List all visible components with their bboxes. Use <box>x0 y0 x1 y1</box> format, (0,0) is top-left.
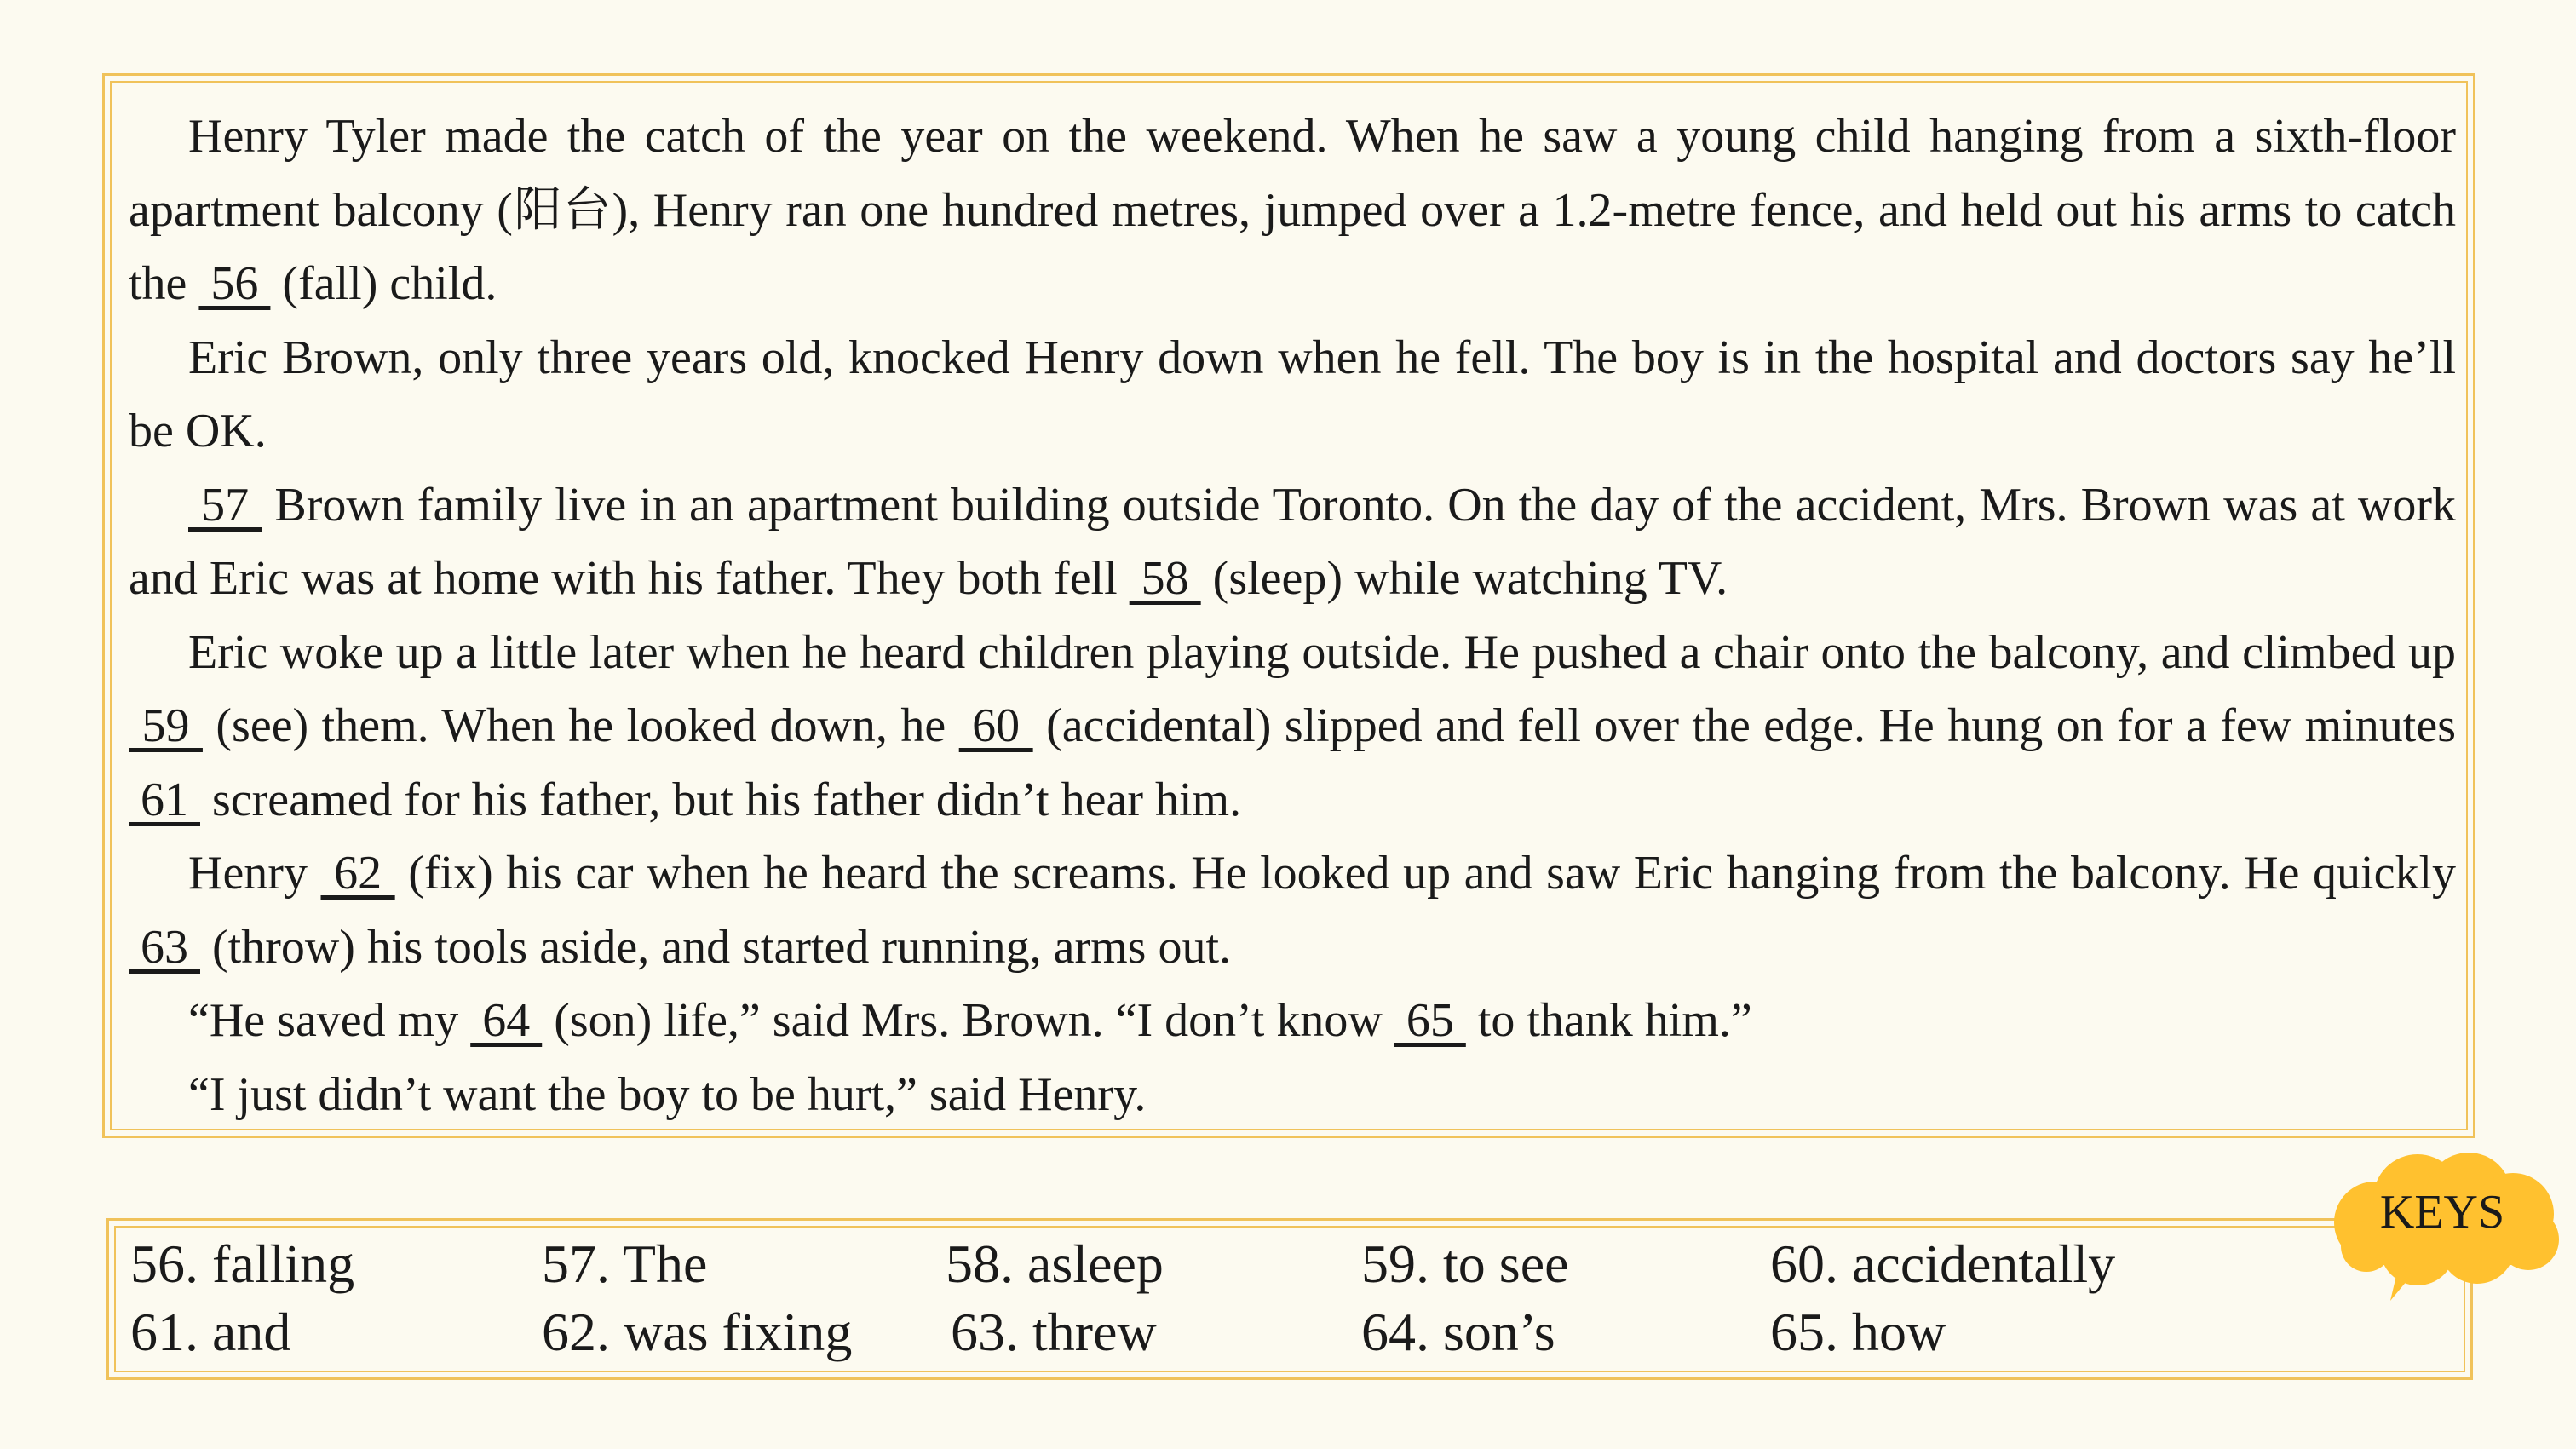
key-61: 61. and <box>130 1302 291 1362</box>
blank-65: 65 <box>1394 994 1466 1047</box>
paragraph-1 <box>129 100 2456 321</box>
text: (fix) his car when he heard the screams. He looked up and saw Eric hanging from the balcony. He quickly <box>394 847 2456 900</box>
key-58: 58. asleep <box>946 1233 1164 1294</box>
text: Eric Brown, only three years old, knocked Henry down when he fell. The boy is in the hospital and doctors say he’ll be OK. <box>129 331 2456 457</box>
key-56: 56. falling <box>130 1233 355 1294</box>
paragraph-7 <box>129 1058 2456 1132</box>
key-64: 64. son’s <box>1361 1302 1555 1362</box>
text: to thank him.” <box>1465 994 1752 1047</box>
blank-63: 63 <box>129 920 200 974</box>
paragraph-6 <box>129 984 2456 1058</box>
text: Brown family live in an apartment building outside Toronto. On the day of the accident, Mrs. Brown was at work and Eric was at home with his father. They both fell <box>129 478 2456 605</box>
text: (see) them. When he looked down, he <box>202 699 959 752</box>
blank-60: 60 <box>958 699 1033 752</box>
key-60: 60. accidentally <box>1770 1233 2116 1294</box>
paragraph-3 <box>129 469 2456 616</box>
blank-56: 56 <box>198 257 271 310</box>
text: (sleep) while watching TV. <box>1200 552 1728 605</box>
blank-57: 57 <box>188 478 262 532</box>
blank-61: 61 <box>129 773 200 826</box>
blank-64: 64 <box>470 994 543 1047</box>
text: Eric woke up a little later when he heard children playing outside. He pushed a chair onto the balcony, and climbed up <box>188 625 2456 679</box>
text: “I just didn’t want the boy to be hurt,” said Henry. <box>188 1067 1147 1121</box>
text: “He saved my <box>188 994 471 1047</box>
text: Henry Tyler made the catch of the year on the weekend. When he saw a young child hanging from a sixth-floor apartment balcony (阳台), Henry ran one hundred metres, jumped over a 1.2-metre fence, and held out his arms to catch the <box>129 110 2456 310</box>
paragraph-4 <box>129 616 2456 837</box>
key-63: 63. threw <box>951 1302 1157 1362</box>
key-62: 62. was fixing <box>542 1302 853 1362</box>
paragraph-2 <box>129 321 2456 469</box>
key-57: 57. The <box>542 1233 708 1294</box>
blank-59: 59 <box>129 699 203 752</box>
text: (son) life,” said Mrs. Brown. “I don’t know <box>542 994 1394 1047</box>
text: screamed for his father, but his father didn’t hear him. <box>200 773 1242 826</box>
passage-text <box>129 100 2456 1131</box>
text: Henry <box>188 847 321 900</box>
blank-62: 62 <box>320 847 395 900</box>
key-59: 59. to see <box>1361 1233 1569 1294</box>
blank-58: 58 <box>1129 552 1201 605</box>
answer-keys-box <box>106 1218 2473 1380</box>
paragraph-5 <box>129 837 2456 984</box>
keys-label: KEYS <box>2379 1186 2505 1239</box>
text: (fall) child. <box>270 257 497 310</box>
key-65: 65. how <box>1770 1302 1946 1362</box>
text: (throw) his tools aside, and started running, arms out. <box>200 920 1232 974</box>
text: (accidental) slipped and fell over the edge. He hung on for a few minutes <box>1032 699 2457 752</box>
passage-box <box>102 73 2475 1138</box>
